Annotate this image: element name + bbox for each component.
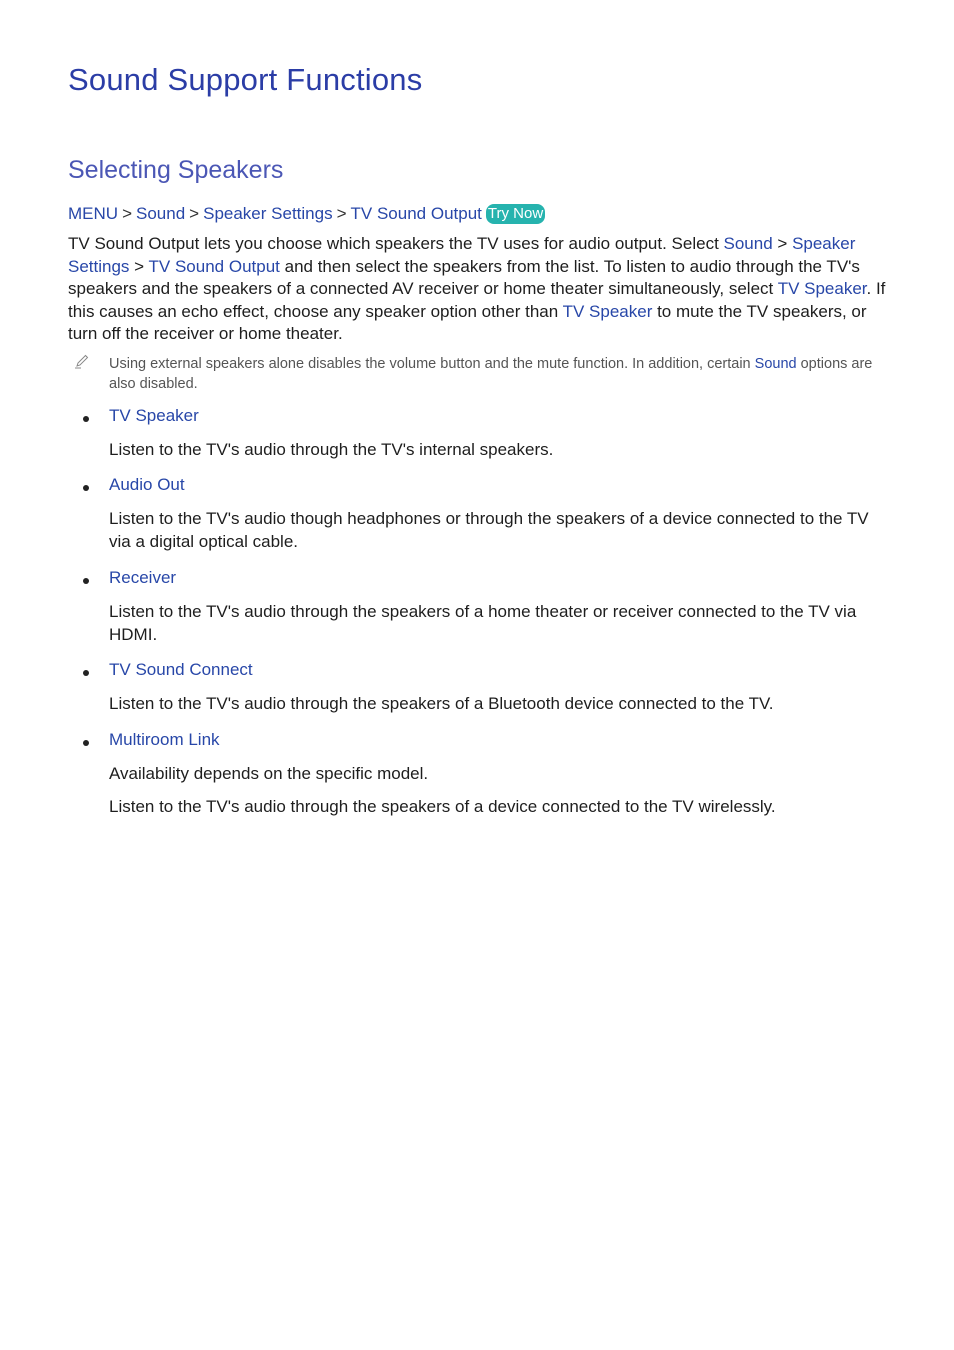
intro-text: and then select the speakers from the list. To listen to audio through the TV's speakers and the speakers of a connected AV receiver or home theater simultaneously, select <box>68 256 860 298</box>
note-text <box>109 354 888 394</box>
option-title[interactable]: TV Sound Connect <box>109 660 253 679</box>
intro-text: TV Sound Output lets you choose which speakers the TV uses for audio output. Select <box>68 234 724 253</box>
note-text-part: options are also disabled. <box>109 356 873 392</box>
menu-path-menu[interactable]: MENU <box>68 204 119 223</box>
bullet <box>83 578 89 584</box>
menu-path-separator: > <box>336 204 347 223</box>
option-title[interactable]: TV Speaker <box>109 406 199 425</box>
menu-path-separator: > <box>122 204 132 223</box>
intro-link-speaker-settings[interactable]: Speaker Settings <box>68 234 856 276</box>
intro-link-sound[interactable]: Sound <box>723 234 773 253</box>
pencil-icon <box>74 353 90 369</box>
option-description: Listen to the TV's audio though headphones or through the speakers of a device connected to the TV via a digital optical cable. <box>109 509 869 551</box>
menu-path-tv-sound-output[interactable]: TV Sound Output <box>350 204 482 223</box>
note <box>68 354 888 394</box>
bullet <box>83 670 89 676</box>
option-availability-note: Availability depends on the specific model. <box>109 764 429 783</box>
option-description: Listen to the TV's audio through the speakers of a Bluetooth device connected to the TV. <box>109 694 774 713</box>
intro-link-tv-speaker[interactable]: TV Speaker <box>562 301 653 321</box>
option-description: Listen to the TV's audio through the TV's internal speakers. <box>109 440 554 459</box>
menu-path-sound[interactable]: Sound <box>136 204 186 223</box>
intro-link-tv-speaker[interactable]: TV Speaker <box>777 279 867 298</box>
option-title[interactable]: Multiroom Link <box>109 730 220 749</box>
intro-link-tv-sound-output[interactable]: TV Sound Output <box>148 256 280 276</box>
bullet <box>83 485 89 491</box>
menu-path-speaker-settings[interactable]: Speaker Settings <box>203 204 333 223</box>
try-now-button[interactable]: Try Now <box>487 205 544 222</box>
page-title: Sound Support Functions <box>68 62 423 97</box>
menu-path-separator: > <box>189 204 200 223</box>
intro-separator: > <box>129 256 149 276</box>
bullet <box>83 740 89 746</box>
option-description: Listen to the TV's audio through the speakers of a device connected to the TV wirelessly. <box>109 797 776 816</box>
note-text-part: Using external speakers alone disables the volume button and the mute function. In addition, certain <box>109 356 755 372</box>
intro-paragraph <box>68 233 888 346</box>
section-title: Selecting Speakers <box>68 156 284 184</box>
bullet <box>83 416 89 422</box>
option-title[interactable]: Audio Out <box>109 475 185 494</box>
intro-text: to mute the TV speakers, or turn off the receiver or home theater. <box>68 301 867 343</box>
menu-path <box>68 204 545 224</box>
option-description: Listen to the TV's audio through the speakers of a home theater or receiver connected to the TV via HDMI. <box>109 602 857 644</box>
intro-separator: > <box>772 234 793 253</box>
note-link-sound[interactable]: Sound <box>754 356 797 372</box>
option-title[interactable]: Receiver <box>109 568 177 587</box>
intro-text: . If this causes an echo effect, choose any speaker option other than <box>68 279 886 321</box>
